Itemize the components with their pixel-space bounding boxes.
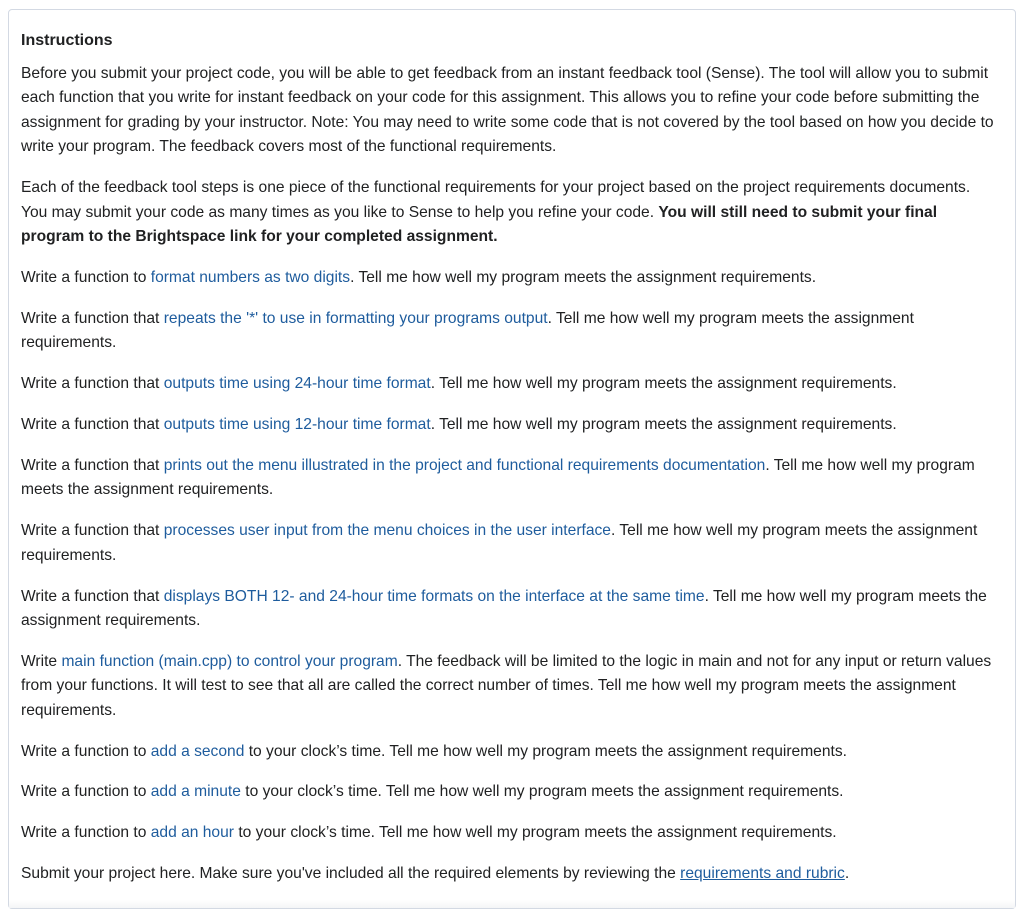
submit-paragraph [21, 862, 997, 886]
steps-intro-text: Each of the feedback tool steps is one piece of the functional requirements for your project based on the project requirements documents. You may submit your code as many times as you like to Sense to help you refine your code. [21, 179, 971, 221]
panel-bottom-fade [9, 900, 1015, 908]
instructions-content [21, 30, 997, 903]
task-link-add-second[interactable]: add a second [150, 742, 245, 760]
task-prefix: Write a function that [21, 415, 164, 433]
task-link-12-hour[interactable]: outputs time using 12-hour time format [163, 415, 431, 433]
intro-paragraph: Before you submit your project code, you will be able to get feedback from an instant feedback tool (Sense). The tool will allow you to submit each function that you write for instant feedback on your code for this assignment. This allows you to refine your code before submitting the assignment for grading by your instructor. Note: You may need to write some code that is not covered by the tool based on how you decide to write your program. The feedback covers most of the functional requirements. [21, 65, 994, 156]
task-prefix: Write [21, 652, 62, 670]
task-item [21, 266, 997, 290]
requirements-rubric-link[interactable]: requirements and rubric [680, 865, 845, 883]
task-link-repeat-star[interactable]: repeats the '*' to use in formatting your programs output [163, 309, 548, 327]
task-link-add-hour[interactable]: add an hour [150, 824, 234, 842]
task-link-display-both[interactable]: displays BOTH 12- and 24-hour time formats on the interface at the same time [163, 587, 705, 605]
task-item [21, 454, 997, 503]
task-prefix: Write a function that [21, 587, 164, 605]
task-prefix: Write a function to [21, 824, 151, 842]
task-prefix: Write a function that [21, 375, 164, 393]
steps-intro-bold-text: You will still need to submit your final program to the Brightspace link for your completed assignment. [21, 203, 938, 245]
task-item [21, 372, 997, 396]
task-item [21, 740, 997, 764]
task-prefix: Write a function that [21, 522, 164, 540]
task-suffix: . Tell me how well my program meets the assignment requirements. [21, 309, 914, 352]
submit-text: Submit your project here. Make sure you've included all the required elements by reviewing the [21, 865, 681, 883]
task-prefix: Write a function to [21, 783, 151, 801]
steps-intro-paragraph [21, 176, 997, 249]
task-link-format-numbers[interactable]: format numbers as two digits [150, 268, 351, 286]
task-item [21, 585, 997, 634]
task-suffix: to your clock’s time. Tell me how well my program meets the assignment requirements. [244, 742, 847, 760]
task-suffix: to your clock’s time. Tell me how well my program meets the assignment requirements. [233, 824, 837, 842]
instructions-title: Instructions [21, 32, 113, 49]
task-suffix: to your clock’s time. Tell me how well my program meets the assignment requirements. [240, 783, 844, 801]
submit-suffix: . [844, 865, 850, 883]
task-item [21, 821, 997, 845]
task-suffix: . Tell me how well my program meets the assignment requirements. [21, 456, 975, 499]
task-item [21, 307, 997, 356]
task-suffix: . Tell me how well my program meets the assignment requirements. [21, 522, 978, 564]
task-suffix: . Tell me how well my program meets the assignment requirements. [350, 268, 817, 286]
task-prefix: Write a function that [21, 456, 164, 474]
task-link-process-input[interactable]: processes user input from the menu choices in the user interface [163, 522, 611, 540]
task-suffix: . Tell me how well my program meets the assignment requirements. [21, 587, 987, 629]
task-link-main-function[interactable]: main function (main.cpp) to control your program [61, 652, 398, 670]
task-prefix: Write a function that [21, 309, 164, 327]
task-item [21, 413, 997, 437]
task-link-print-menu[interactable]: prints out the menu illustrated in the project and functional requirements documentation [163, 456, 766, 474]
task-suffix: . Tell me how well my program meets the assignment requirements. [430, 375, 897, 393]
task-item [21, 780, 997, 804]
task-prefix: Write a function to [21, 268, 151, 286]
task-suffix: . The feedback will be limited to the logic in main and not for any input or return values from your functions. It will test to see that all are called the correct number of times. Tell me how well my program meets the assignment requirements. [21, 652, 992, 719]
task-prefix: Write a function to [21, 742, 151, 760]
task-item [21, 650, 997, 723]
task-suffix: . Tell me how well my program meets the assignment requirements. [430, 415, 897, 433]
task-link-24-hour[interactable]: outputs time using 24-hour time format [163, 375, 431, 393]
task-item [21, 519, 997, 568]
instructions-panel [8, 9, 1016, 909]
task-link-add-minute[interactable]: add a minute [150, 783, 241, 801]
